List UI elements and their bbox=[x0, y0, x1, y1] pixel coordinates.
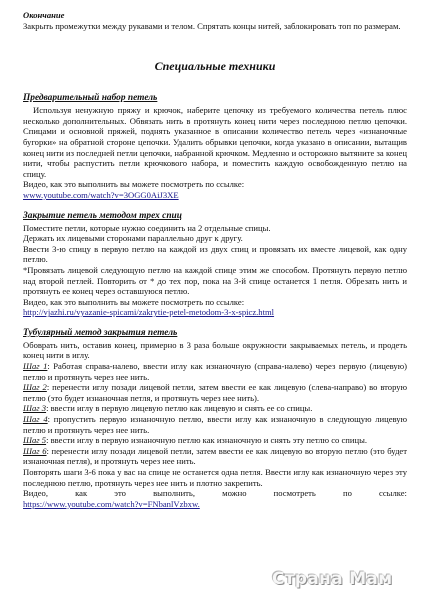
section3-intro: Обоврать нить, оставив конец, примерно в 3 раза больше окружности закрываемых петель, и продеть конец нити в иглу. bbox=[23, 339, 407, 361]
special-techniques-title: Специальные техники bbox=[154, 59, 276, 74]
step-text: : ввести иглу в первую изнаночную петлю как изнаночную и снять эту петлю со спицы. bbox=[46, 435, 368, 446]
finish-text: Закрыть промежутки между рукавами и телом. Спрятать концы нитей, заблокировать топ по размерам. bbox=[23, 20, 401, 31]
video-word: это bbox=[114, 488, 126, 499]
step-4 bbox=[23, 414, 407, 435]
step-label: Шаг 5 bbox=[23, 435, 47, 446]
section2-line: Ввести 3-ю спицу в первую петлю на каждой из двух спиц и провязать их вместе лицевой, как одну петлю. bbox=[23, 243, 407, 265]
document-page bbox=[23, 10, 407, 509]
step-text: : Работая справа-налево, ввести иглу как изнаночную (справа-налево) через первую (лицевую) петлю и протянуть через нее нить. bbox=[23, 361, 407, 382]
video-word: как bbox=[75, 488, 88, 499]
finish-section bbox=[23, 10, 407, 31]
step-3 bbox=[23, 403, 407, 414]
section2-line: Поместите петли, которые нужно соединить на 2 отдельные спицы. bbox=[23, 222, 271, 233]
video-word: ссылке: bbox=[379, 488, 407, 499]
section1-text: Используя ненужную пряжу и крючок, наберите цепочку из требуемого количества петель плюс несколько дополнительных. Обвязать нить в протянуть конец нити через последнюю петлю цепочки. Спицами и основной пряжей, поднять указанное в описании количество петель через «изнаночные бугорки» на обратной стороне цепочки. Удалить обрывки цепочки, когда указано в описании, вытащив конец нити из последней петли цепочки, набранной крючком. Медленно и осторожно вытяните за конец нити, чтобы распустить петли крючкового набора, и поместить каждую освобожденную петлю на спицу. bbox=[23, 105, 407, 179]
step-text: : ввести иглу в первую лицевую петлю как лицевую и снять ее со спицы. bbox=[46, 403, 313, 414]
site-watermark: Страна Мам bbox=[272, 569, 393, 589]
section3-repeat: Повторять шаги 3-6 пока у вас на спице не останется одна петля. Ввести иглу как изнаночную через эту последнюю петлю, протянуть через нее нить и плотно закрепить. bbox=[23, 467, 407, 488]
step-label: Шаг 2 bbox=[23, 382, 47, 393]
section2-line: Держать их лицевыми сторонами параллельно друг к другу. bbox=[23, 233, 243, 244]
section2-line: *Провязать лицевой следующую петлю на каждой спице этим же способом. Протянуть первую петлю над второй петлей. Повторить от * до тех пор, пока на 3-й спице останется 1 петля. Обрезать нить и протянуть ее конец через оставшуюся петлю. bbox=[23, 264, 407, 297]
step-text: : перенести иглу позади лицевой петли, затем ввести ее как лицевую во вторую петлю (это будет изнаночная петля), и протянуть через нее нить. bbox=[23, 445, 408, 467]
step-label: Шаг 6 bbox=[23, 445, 47, 456]
step-label: Шаг 3 bbox=[23, 403, 47, 414]
step-1 bbox=[23, 361, 407, 382]
section1-title: Предварительный набор петель bbox=[23, 93, 158, 104]
step-label: Шаг 1 bbox=[23, 361, 48, 372]
section-tubular-bind-off bbox=[23, 328, 407, 510]
video-word: по bbox=[343, 488, 352, 499]
finish-heading: Окончание bbox=[23, 10, 65, 20]
step-2 bbox=[23, 382, 407, 403]
section-provisional-cast-on bbox=[23, 93, 407, 200]
section2-line: Видео, как это выполнить вы можете посмотреть по ссылке: bbox=[23, 296, 245, 307]
section1-video-note: Видео, как это выполнить вы можете посмотреть по ссылке: bbox=[23, 179, 245, 190]
section2-title: Закрытие петель методом трех спиц bbox=[23, 210, 182, 221]
section3-video-link[interactable]: https://www.youtube.com/watch?v=FNbanlVzbxw. bbox=[23, 498, 200, 509]
video-word: посмотреть bbox=[273, 488, 316, 499]
video-word: можно bbox=[222, 488, 247, 499]
section-three-needle-bind-off bbox=[23, 211, 407, 318]
step-label: Шаг 4 bbox=[23, 414, 48, 425]
step-5 bbox=[23, 435, 407, 446]
video-word: Видео, bbox=[23, 488, 48, 499]
video-word: выполнить, bbox=[153, 488, 196, 499]
section2-link[interactable]: http://vjazhi.ru/vyazanie-spicami/zakrytie-petel-metodom-3-x-spicz.html bbox=[23, 307, 275, 318]
section3-video-note bbox=[23, 488, 407, 499]
step-text: : перенести иглу позади лицевой петли, затем ввести ее как лицевую (слева-направо) во вторую петлю (это будет изнаночная петля, и протянуть через нее нить). bbox=[23, 382, 407, 403]
step-text: : пропустить первую изнаночную петлю, ввести иглу как изнаночную в следующую лицевую петлю и протянуть через нее нить. bbox=[23, 414, 407, 435]
step-6 bbox=[23, 446, 407, 467]
section3-title: Тубулярный метод закрытия петель bbox=[23, 327, 178, 338]
section1-video-link[interactable]: www.youtube.com/watch?v=3OGG0AiJ3XE bbox=[23, 189, 179, 200]
